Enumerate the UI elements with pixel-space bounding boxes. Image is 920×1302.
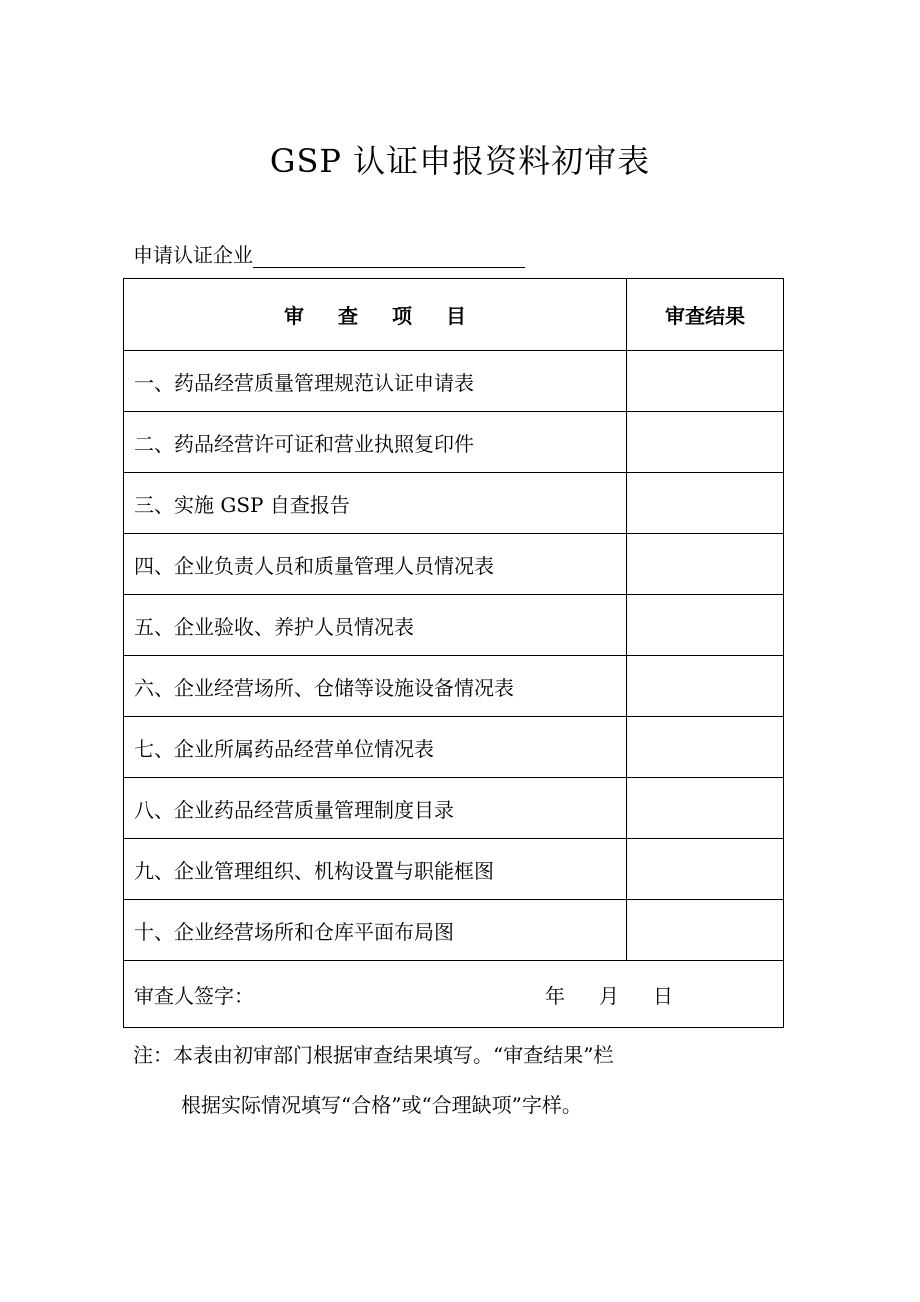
header-review-result: 审查结果 — [627, 279, 784, 351]
footnote-line-2: 根据实际情况填写“合格”或“合理缺项”字样。 — [181, 1093, 582, 1117]
row-result-cell[interactable] — [627, 900, 784, 961]
row-result-cell[interactable] — [627, 717, 784, 778]
row-result-cell[interactable] — [627, 351, 784, 412]
row-result-cell[interactable] — [627, 534, 784, 595]
page-title: GSP 认证申报资料初审表 — [269, 142, 651, 180]
row-result-cell[interactable] — [627, 473, 784, 534]
signature-cell[interactable] — [124, 961, 784, 1028]
row-result-cell[interactable] — [627, 778, 784, 839]
row-result-cell[interactable] — [627, 412, 784, 473]
signature-label: 审查人签字： — [134, 983, 254, 1008]
row-item-label: 三、实施 GSP 自查报告 — [124, 473, 627, 534]
applicant-blank-line[interactable] — [253, 243, 525, 268]
review-table — [123, 278, 784, 1028]
row-result-cell[interactable] — [627, 595, 784, 656]
table-row — [124, 656, 784, 717]
row-item-label: 六、企业经营场所、仓储等设施设备情况表 — [124, 656, 627, 717]
table-row — [124, 778, 784, 839]
table-header-row — [124, 279, 784, 351]
table-row — [124, 717, 784, 778]
table-row — [124, 534, 784, 595]
table-row — [124, 595, 784, 656]
table-row — [124, 351, 784, 412]
applicant-label: 申请认证企业 — [133, 243, 253, 267]
table-row — [124, 473, 784, 534]
table-row — [124, 900, 784, 961]
applicant-field — [133, 240, 525, 268]
table-row — [124, 839, 784, 900]
signature-row — [124, 961, 784, 1028]
signature-date — [545, 980, 673, 1009]
table-row — [124, 412, 784, 473]
row-item-label: 八、企业药品经营质量管理制度目录 — [124, 778, 627, 839]
footnote-line-1: 注：本表由初审部门根据审查结果填写。“审查结果”栏 — [133, 1043, 614, 1067]
header-review-item: 审 查 项 目 — [124, 279, 627, 351]
row-item-label: 九、企业管理组织、机构设置与职能框图 — [124, 839, 627, 900]
row-item-label: 十、企业经营场所和仓库平面布局图 — [124, 900, 627, 961]
date-month-label: 月 — [599, 983, 619, 1008]
row-item-label: 五、企业验收、养护人员情况表 — [124, 595, 627, 656]
date-year-label: 年 — [545, 983, 565, 1008]
row-item-label: 七、企业所属药品经营单位情况表 — [124, 717, 627, 778]
row-result-cell[interactable] — [627, 656, 784, 717]
date-day-label: 日 — [653, 983, 673, 1008]
row-item-label: 二、药品经营许可证和营业执照复印件 — [124, 412, 627, 473]
row-item-label: 一、药品经营质量管理规范认证申请表 — [124, 351, 627, 412]
row-result-cell[interactable] — [627, 839, 784, 900]
row-item-label: 四、企业负责人员和质量管理人员情况表 — [124, 534, 627, 595]
